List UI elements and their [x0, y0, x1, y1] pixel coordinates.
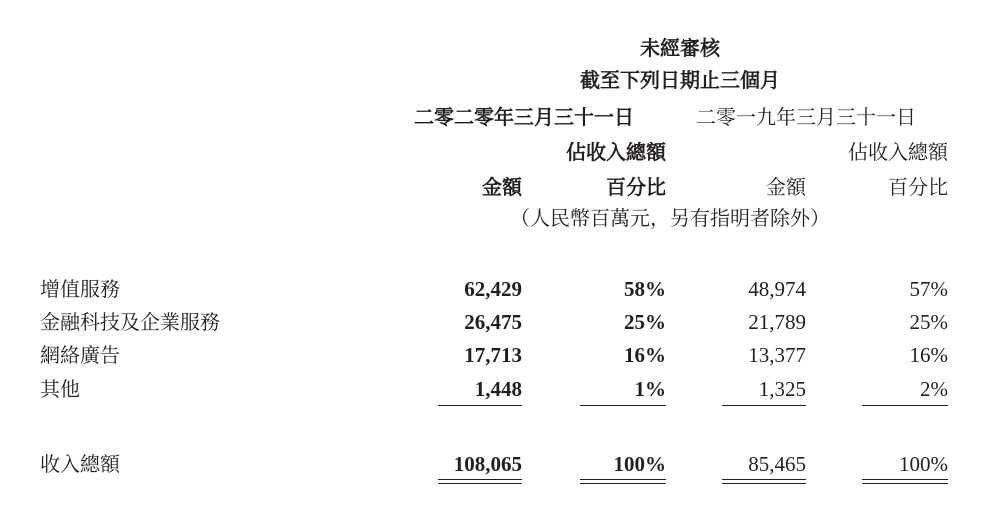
- amount-2020: 1,448: [474, 377, 522, 401]
- pct-of-total-heading-2019: 佔收入總額: [848, 140, 948, 164]
- column-heading-2020: 二零二零年三月三十一日: [414, 105, 634, 129]
- row-label: 其他: [40, 377, 80, 401]
- subtotal-rule-amount-2019: [722, 405, 806, 406]
- amount-heading-2020: 金額: [482, 175, 522, 199]
- amount-2019: 48,974: [748, 277, 806, 301]
- percent-heading-2020: 百分比: [606, 175, 666, 199]
- amount-2019: 13,377: [748, 343, 806, 367]
- total-double-rule-amount-2019: [722, 479, 806, 484]
- unaudited-heading: 未經審核: [640, 36, 720, 60]
- percent-2019: 25%: [909, 310, 948, 334]
- total-label: 收入總額: [40, 452, 120, 476]
- total-percent-2019: 100%: [899, 452, 948, 476]
- total-double-rule-percent-2019: [862, 479, 948, 484]
- units-note: （人民幣百萬元，另有指明者除外）: [510, 206, 830, 230]
- percent-2019: 2%: [920, 377, 948, 401]
- percent-2020: 16%: [624, 343, 666, 367]
- amount-2020: 62,429: [464, 277, 522, 301]
- subtotal-rule-percent-2019: [862, 405, 948, 406]
- total-double-rule-amount-2020: [438, 479, 522, 484]
- subtotal-rule-percent-2020: [580, 405, 666, 406]
- amount-2019: 21,789: [748, 310, 806, 334]
- amount-2019: 1,325: [758, 377, 806, 401]
- amount-2020: 26,475: [464, 310, 522, 334]
- percent-2019: 16%: [909, 343, 948, 367]
- pct-of-total-heading-2020: 佔收入總額: [566, 140, 666, 164]
- row-label: 網絡廣告: [40, 343, 120, 367]
- subtotal-rule-amount-2020: [438, 405, 522, 406]
- total-percent-2020: 100%: [613, 452, 666, 476]
- amount-heading-2019: 金額: [766, 175, 806, 199]
- percent-2020: 1%: [634, 377, 666, 401]
- row-label: 金融科技及企業服務: [40, 310, 220, 334]
- percent-2020: 25%: [624, 310, 666, 334]
- amount-2020: 17,713: [464, 343, 522, 367]
- period-heading: 截至下列日期止三個月: [580, 68, 780, 92]
- total-double-rule-percent-2020: [580, 479, 666, 484]
- percent-2020: 58%: [624, 277, 666, 301]
- percent-heading-2019: 百分比: [888, 175, 948, 199]
- column-heading-2019: 二零一九年三月三十一日: [696, 105, 916, 129]
- row-label: 增值服務: [40, 277, 120, 301]
- total-amount-2019: 85,465: [748, 452, 806, 476]
- total-amount-2020: 108,065: [453, 452, 522, 476]
- percent-2019: 57%: [909, 277, 948, 301]
